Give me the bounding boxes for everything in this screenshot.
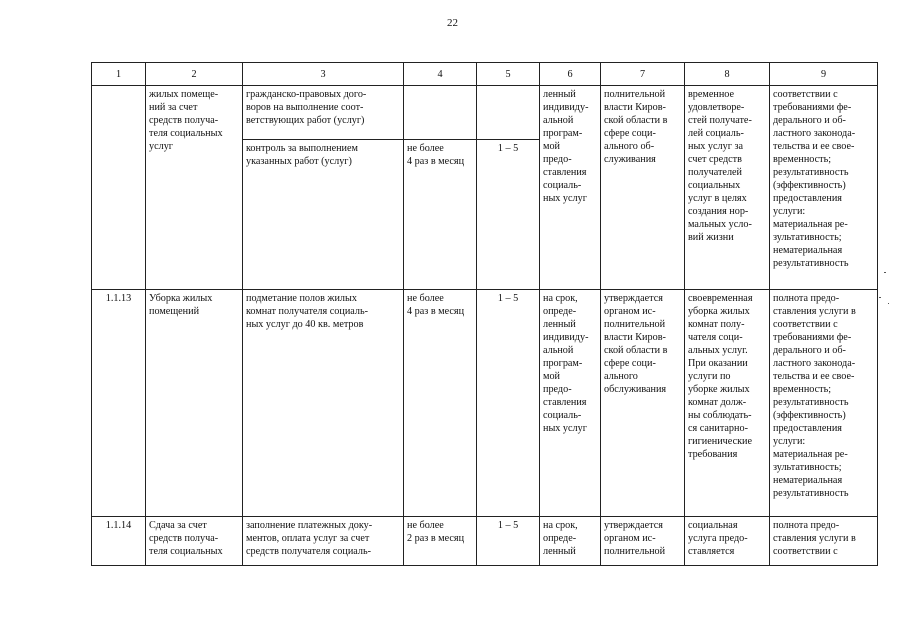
service-volume: не более 2 раз в месяц: [404, 517, 477, 566]
column-header: 5: [477, 63, 540, 86]
table-row: [92, 290, 878, 517]
service-number: 1.1.14: [92, 517, 146, 566]
service-volume: не более 4 раз в месяц: [404, 140, 477, 290]
service-name: жилых помеще- ний за счет средств получа- теля социальных услуг: [146, 86, 243, 290]
service-term: на срок, опреде- ленный: [540, 517, 601, 566]
service-conditions: социальная услуга предо- ставляется: [685, 517, 770, 566]
service-cost: 1 – 5: [477, 140, 540, 290]
service-quality: соответствии с требованиями фе- дерального и об- ластного законода- тельства и ее свое- временность; результативность (эффективность) предоставления услуги: материальная ре- зультативность; нематериальная результативность: [770, 86, 878, 290]
service-volume: не более 4 раз в месяц: [404, 290, 477, 517]
page-number: 22: [447, 17, 458, 29]
service-rate: утверждается органом ис- полнительной власти Киров- ской области в сфере соци- ального обслуживания: [601, 290, 685, 517]
service-cost: 1 – 5: [477, 517, 540, 566]
service-quality: полнота предо- ставления услуги в соответствии с: [770, 517, 878, 566]
table-header-row: [92, 63, 878, 86]
service-content: контроль за выполнением указанных работ (услуг): [243, 140, 404, 290]
column-header: 9: [770, 63, 878, 86]
column-header: 6: [540, 63, 601, 86]
service-content: подметание полов жилых комнат получателя социаль- ных услуг до 40 кв. метров: [243, 290, 404, 517]
service-number: [92, 86, 146, 290]
column-header: 1: [92, 63, 146, 86]
service-rate: полнительной власти Киров- ской области в сфере соци- ального об- служивания: [601, 86, 685, 290]
column-header: 7: [601, 63, 685, 86]
service-volume: [404, 86, 477, 140]
service-quality: полнота предо- ставления услуги в соответствии с требованиями фе- дерального и об- ластного законода- тельства и ее свое- временность; результативность (эффективность) предоставления услуги: материальная ре- зультативность; нематериальная результативность: [770, 290, 878, 517]
service-name: Сдача за счет средств получа- теля социальных: [146, 517, 243, 566]
column-header: 4: [404, 63, 477, 86]
column-header: 2: [146, 63, 243, 86]
column-header: 8: [685, 63, 770, 86]
service-conditions: временное удовлетворе- стей получате- лей социаль- ных услуг за счет средств получателей социальных услуг в целях создания нор- мальных усло- вий жизни: [685, 86, 770, 290]
service-cost: [477, 86, 540, 140]
table-row: [92, 517, 878, 566]
service-cost: 1 – 5: [477, 290, 540, 517]
service-number: 1.1.13: [92, 290, 146, 517]
table-row: [92, 86, 878, 140]
scan-speck: [888, 303, 889, 304]
service-rate: утверждается органом ис- полнительной: [601, 517, 685, 566]
column-header: 3: [243, 63, 404, 86]
service-term: ленный индивиду- альной програм- мой предо- ставления социаль- ных услуг: [540, 86, 601, 290]
service-content: гражданско-правовых дого- воров на выполнение соот- ветствующих работ (услуг): [243, 86, 404, 140]
scan-speck: [884, 272, 886, 273]
service-term: на срок, опреде- ленный индивиду- альной програм- мой предо- ставления социаль- ных услуг: [540, 290, 601, 517]
scan-speck: [879, 297, 881, 298]
services-table: [91, 62, 878, 566]
service-content: заполнение платежных доку- ментов, оплата услуг за счет средств получателя социаль-: [243, 517, 404, 566]
service-conditions: своевременная уборка жилых комнат полу- чателя соци- альных услуг. При оказании услуги по уборке жилых комнат долж- ны соблюдать- ся санитарно- гигиенические требования: [685, 290, 770, 517]
service-name: Уборка жилых помещений: [146, 290, 243, 517]
